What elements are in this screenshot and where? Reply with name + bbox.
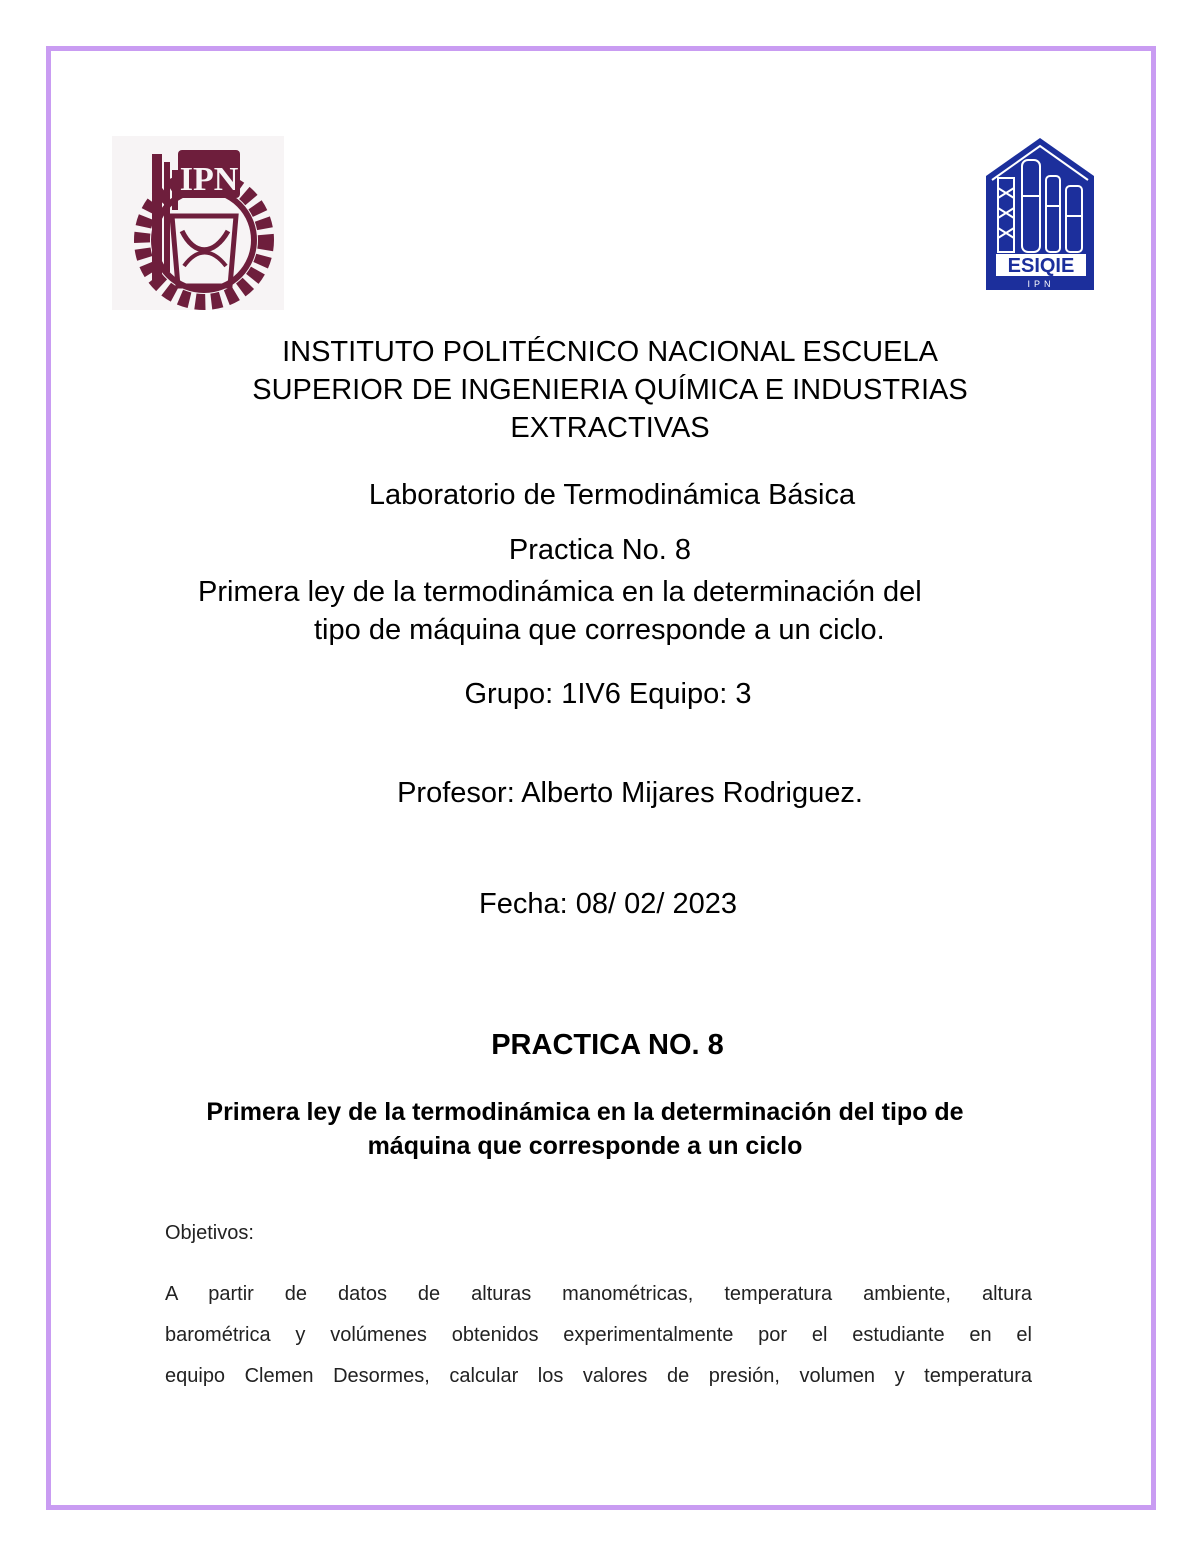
esiqie-logo-icon xyxy=(984,136,1096,292)
esiqie-logo-text: ESIQIE xyxy=(1007,255,1075,277)
objectives-line: barométrica y volúmenes obtenidos experimentalmente por el estudiante en el xyxy=(165,1324,1032,1346)
objectives-line: equipo Clemen Desormes, calcular los valores de presión, volumen y temperatura xyxy=(165,1365,1032,1387)
practice-number: Practica No. 8 xyxy=(508,534,692,566)
objectives-line: A partir de datos de alturas manométricas, temperatura ambiente, altura xyxy=(165,1283,1032,1305)
subtitle-line: máquina que corresponde a un ciclo xyxy=(367,1132,803,1160)
practice-title xyxy=(180,573,1000,649)
ipn-logo xyxy=(112,136,284,310)
institute-line: SUPERIOR DE INGENIERIA QUÍMICA E INDUSTRIAS xyxy=(252,374,968,406)
esiqie-logo xyxy=(984,136,1096,292)
institute-line: EXTRACTIVAS xyxy=(510,412,710,444)
practice-subtitle xyxy=(160,1095,1010,1163)
professor: Profesor: Alberto Mijares Rodriguez. xyxy=(397,777,863,809)
ipn-logo-icon xyxy=(112,136,284,310)
practice-heading: PRACTICA NO. 8 xyxy=(491,1029,724,1061)
institute-name xyxy=(200,333,1020,447)
ipn-logo-text: IPN xyxy=(179,161,239,198)
objectives-text xyxy=(165,1274,1032,1397)
lab-name: Laboratorio de Termodinámica Básica xyxy=(368,479,856,511)
practice-title-line: tipo de máquina que corresponde a un ciclo. xyxy=(314,614,885,646)
objectives-label: Objetivos: xyxy=(165,1222,254,1244)
subtitle-line: Primera ley de la termodinámica en la determinación del tipo de xyxy=(206,1098,964,1126)
esiqie-logo-subtext: IPN xyxy=(1027,279,1055,289)
group-team: Grupo: 1IV6 Equipo: 3 xyxy=(464,678,752,710)
date: Fecha: 08/ 02/ 2023 xyxy=(479,888,737,920)
institute-line: INSTITUTO POLITÉCNICO NACIONAL ESCUELA xyxy=(282,336,938,368)
practice-title-line: Primera ley de la termodinámica en la determinación del xyxy=(198,576,922,608)
